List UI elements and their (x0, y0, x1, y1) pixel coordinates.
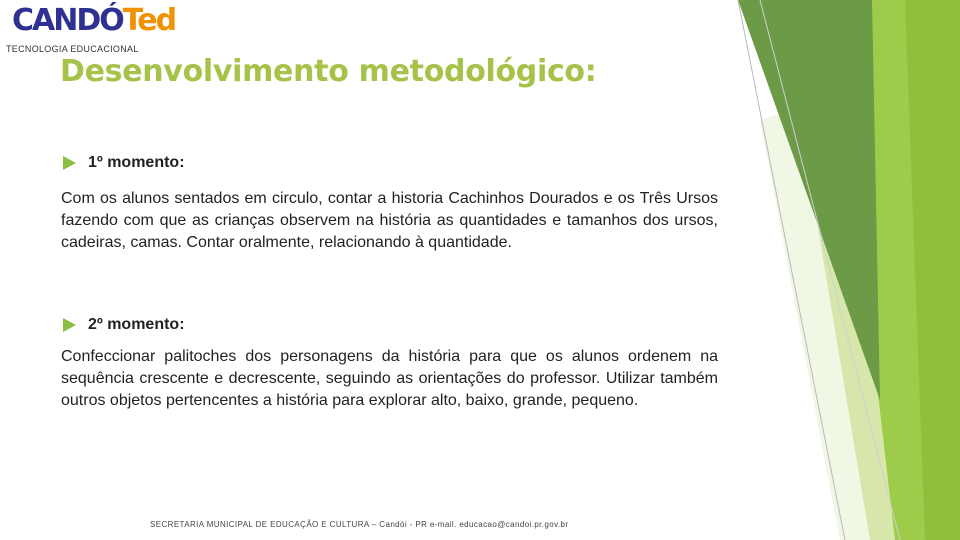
logo-brand-accent: Ted (122, 3, 176, 38)
section-2-text: Confeccionar palitoches dos personagens da história para que os alunos ordenem na sequência crescente e decrescente, seguindo as orientações do professor. Utilizar também outros objetos pertencentes a história para explorar alto, baixo, grande, pequeno. (61, 348, 718, 409)
triangle-right-icon (60, 316, 78, 334)
section-1-text: Com os alunos sentados em circulo, contar a historia Cachinhos Dourados e os Três Ursos fazendo com que as crianças observem na história as quantidades e tamanhos dos ursos, cadeiras, camas. Contar oralmente, relacionando à quantidade. (61, 190, 718, 251)
slide-title: Desenvolvimento metodológico: (60, 54, 597, 89)
triangle-right-icon (60, 154, 78, 172)
logo-tagline: TECNOLOGIA EDUCACIONAL (6, 44, 139, 54)
logo-wordmark (12, 2, 175, 40)
footer-text: SECRETARIA MUNICIPAL DE EDUCAÇÃO E CULTURA – Candói - PR e-mail. educacao@candoi.pr.gov.br (150, 520, 569, 529)
logo-brand-main: CANDÓ (12, 3, 123, 38)
section-2-heading-label: 2º momento: (88, 316, 185, 333)
logo (6, 2, 176, 56)
section-1-heading-label: 1º momento: (88, 154, 185, 171)
section-1-heading (60, 154, 185, 172)
section-2-heading (60, 316, 185, 334)
